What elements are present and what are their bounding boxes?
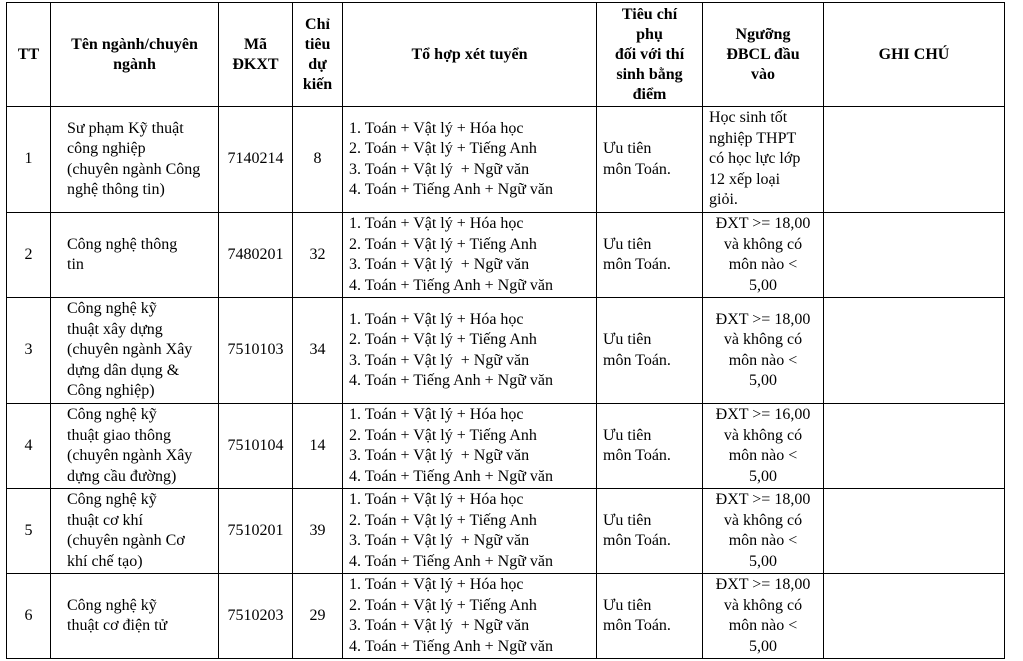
threshold-line: môn nào < bbox=[728, 256, 798, 273]
cell-code: 7510201 bbox=[219, 489, 293, 574]
threshold-line: ĐXT >= 16,00 bbox=[715, 406, 811, 423]
combo-line: 4. Toán + Tiếng Anh + Ngữ văn bbox=[349, 467, 553, 485]
cell-quota: 29 bbox=[293, 574, 343, 659]
criteria-line: Ưu tiên bbox=[603, 426, 652, 444]
table-row bbox=[7, 404, 1005, 489]
threshold-line: 12 xếp loại bbox=[709, 170, 781, 188]
table-row bbox=[7, 107, 1005, 213]
combo-line: 2. Toán + Vật lý + Tiếng Anh bbox=[349, 511, 537, 529]
combo-line: 1. Toán + Vật lý + Hóa học bbox=[349, 215, 524, 232]
cell-tt: 1 bbox=[7, 107, 51, 213]
header-threshold-line: Ngưỡng bbox=[735, 25, 791, 43]
combo-line: 3. Toán + Vật lý + Ngữ văn bbox=[349, 351, 530, 369]
threshold-line: môn nào < bbox=[728, 532, 798, 549]
threshold-line: nghiệp THPT bbox=[709, 129, 797, 147]
cell-tt: 2 bbox=[7, 213, 51, 298]
combo-line: 4. Toán + Tiếng Anh + Ngữ văn bbox=[349, 637, 553, 655]
cell-combos bbox=[343, 213, 597, 298]
cell-note bbox=[824, 107, 1005, 213]
combo-line: 1. Toán + Vật lý + Hóa học bbox=[349, 406, 524, 423]
major-name-line: nghệ thông tin) bbox=[67, 181, 165, 198]
header-criteria-line: phụ bbox=[636, 25, 663, 43]
header-tt: TT bbox=[7, 3, 51, 107]
cell-major-name bbox=[51, 107, 219, 213]
header-criteria-line: đối với thí bbox=[614, 45, 685, 63]
cell-combos bbox=[343, 298, 597, 404]
criteria-line: Ưu tiên bbox=[603, 596, 652, 614]
cell-quota: 39 bbox=[293, 489, 343, 574]
header-major-name bbox=[51, 3, 219, 107]
cell-combos bbox=[343, 574, 597, 659]
criteria-line: môn Toán. bbox=[603, 351, 671, 369]
major-name-line: (chuyên ngành Công bbox=[67, 160, 201, 178]
cell-major-name bbox=[51, 404, 219, 489]
major-name-line: Sư phạm Kỹ thuật bbox=[67, 119, 184, 137]
threshold-line: và không có bbox=[723, 511, 803, 529]
criteria-line: môn Toán. bbox=[603, 447, 671, 464]
cell-threshold bbox=[703, 107, 824, 213]
cell-major-name bbox=[51, 298, 219, 404]
table-row bbox=[7, 213, 1005, 298]
cell-code: 7480201 bbox=[219, 213, 293, 298]
threshold-line: ĐXT >= 18,00 bbox=[715, 576, 811, 593]
threshold-line: và không có bbox=[723, 426, 803, 444]
major-name-line: Công nghệ kỹ bbox=[67, 406, 157, 423]
header-major-name-line: Tên ngành/chuyên bbox=[71, 35, 198, 53]
header-quota-line: tiêu bbox=[304, 35, 331, 53]
header-quota bbox=[293, 3, 343, 107]
header-quota-line: dự bbox=[308, 55, 327, 73]
criteria-line: Ưu tiên bbox=[603, 511, 652, 529]
combo-line: 2. Toán + Vật lý + Tiếng Anh bbox=[349, 426, 537, 444]
admissions-table bbox=[6, 2, 1005, 659]
cell-tt: 3 bbox=[7, 298, 51, 404]
cell-criteria bbox=[597, 489, 703, 574]
cell-code: 7510203 bbox=[219, 574, 293, 659]
combo-line: 2. Toán + Vật lý + Tiếng Anh bbox=[349, 140, 537, 157]
combo-line: 1. Toán + Vật lý + Hóa học bbox=[349, 576, 524, 593]
cell-major-name bbox=[51, 489, 219, 574]
cell-threshold bbox=[703, 213, 824, 298]
major-name-line: dựng dân dụng & bbox=[67, 361, 180, 379]
cell-criteria bbox=[597, 213, 703, 298]
cell-major-name bbox=[51, 213, 219, 298]
major-name-line: thuật cơ điện tử bbox=[67, 617, 168, 634]
header-threshold-line: ĐBCL đầu bbox=[726, 45, 800, 63]
header-threshold bbox=[703, 3, 824, 107]
criteria-line: môn Toán. bbox=[603, 256, 671, 273]
cell-criteria bbox=[597, 298, 703, 404]
cell-combos bbox=[343, 489, 597, 574]
major-name-line: thuật xây dựng bbox=[67, 320, 163, 338]
cell-note bbox=[824, 404, 1005, 489]
major-name-line: dựng cầu đường) bbox=[67, 467, 177, 485]
cell-note bbox=[824, 574, 1005, 659]
threshold-line: 5,00 bbox=[749, 552, 777, 570]
threshold-line: 5,00 bbox=[749, 276, 777, 294]
cell-combos bbox=[343, 404, 597, 489]
threshold-line: ĐXT >= 18,00 bbox=[715, 491, 811, 508]
major-name-line: thuật cơ khí bbox=[67, 511, 143, 529]
major-name-line: công nghiệp bbox=[67, 140, 146, 157]
major-name-line: khí chế tạo) bbox=[67, 552, 143, 570]
cell-quota: 32 bbox=[293, 213, 343, 298]
cell-threshold bbox=[703, 489, 824, 574]
header-quota-line: kiến bbox=[302, 75, 333, 93]
threshold-line: có học lực lớp bbox=[709, 150, 801, 168]
cell-quota: 14 bbox=[293, 404, 343, 489]
header-major-name-line: ngành bbox=[113, 55, 156, 73]
threshold-line: môn nào < bbox=[728, 617, 798, 634]
cell-tt: 4 bbox=[7, 404, 51, 489]
header-criteria-line: sinh bằng bbox=[616, 65, 683, 83]
cell-criteria bbox=[597, 107, 703, 213]
major-name-line: Công nghệ kỹ bbox=[67, 300, 157, 318]
cell-code: 7140214 bbox=[219, 107, 293, 213]
threshold-line: môn nào < bbox=[728, 351, 798, 369]
cell-note bbox=[824, 213, 1005, 298]
major-name-line: Công nghệ kỹ bbox=[67, 596, 157, 614]
major-name-line: (chuyên ngành Cơ bbox=[67, 532, 185, 549]
combo-line: 3. Toán + Vật lý + Ngữ văn bbox=[349, 447, 530, 464]
threshold-line: và không có bbox=[723, 596, 803, 614]
header-code-line: Mã bbox=[243, 35, 268, 53]
cell-note bbox=[824, 489, 1005, 574]
combo-line: 3. Toán + Vật lý + Ngữ văn bbox=[349, 256, 530, 273]
combo-line: 1. Toán + Vật lý + Hóa học bbox=[349, 310, 524, 328]
header-quota-line: Chỉ bbox=[305, 15, 330, 33]
threshold-line: ĐXT >= 18,00 bbox=[715, 215, 811, 232]
cell-threshold bbox=[703, 404, 824, 489]
header-criteria-line: Tiêu chí bbox=[621, 5, 678, 23]
combo-line: 2. Toán + Vật lý + Tiếng Anh bbox=[349, 235, 537, 253]
combo-line: 3. Toán + Vật lý + Ngữ văn bbox=[349, 160, 530, 178]
combo-line: 4. Toán + Tiếng Anh + Ngữ văn bbox=[349, 552, 553, 570]
combo-line: 3. Toán + Vật lý + Ngữ văn bbox=[349, 617, 530, 634]
header-criteria-line: điểm bbox=[632, 85, 667, 103]
major-name-line: (chuyên ngành Xây bbox=[67, 341, 193, 359]
cell-tt: 5 bbox=[7, 489, 51, 574]
threshold-line: môn nào < bbox=[728, 447, 798, 464]
cell-quota: 8 bbox=[293, 107, 343, 213]
cell-code: 7510103 bbox=[219, 298, 293, 404]
threshold-line: 5,00 bbox=[749, 467, 777, 485]
table-row bbox=[7, 298, 1005, 404]
threshold-line: ĐXT >= 18,00 bbox=[715, 310, 811, 328]
cell-threshold bbox=[703, 298, 824, 404]
major-name-line: Công nghệ thông bbox=[67, 235, 178, 253]
combo-line: 4. Toán + Tiếng Anh + Ngữ văn bbox=[349, 372, 553, 389]
threshold-line: giỏi. bbox=[709, 191, 738, 209]
cell-quota: 34 bbox=[293, 298, 343, 404]
criteria-line: Ưu tiên bbox=[603, 331, 652, 348]
header-code-line: ĐKXT bbox=[232, 55, 279, 73]
combo-line: 1. Toán + Vật lý + Hóa học bbox=[349, 491, 524, 508]
major-name-line: Công nghệ kỹ bbox=[67, 491, 157, 508]
combo-line: 2. Toán + Vật lý + Tiếng Anh bbox=[349, 596, 537, 614]
cell-major-name bbox=[51, 574, 219, 659]
combo-line: 2. Toán + Vật lý + Tiếng Anh bbox=[349, 331, 537, 348]
header-note: GHI CHÚ bbox=[824, 3, 1005, 107]
cell-note bbox=[824, 298, 1005, 404]
major-name-line: tin bbox=[67, 256, 84, 273]
cell-combos bbox=[343, 107, 597, 213]
threshold-line: 5,00 bbox=[749, 372, 777, 389]
header-combo: Tổ hợp xét tuyển bbox=[343, 3, 597, 107]
cell-threshold bbox=[703, 574, 824, 659]
criteria-line: Ưu tiên bbox=[603, 235, 652, 253]
table-row bbox=[7, 574, 1005, 659]
major-name-line: Công nghiệp) bbox=[67, 382, 155, 400]
threshold-line: và không có bbox=[723, 331, 803, 348]
threshold-line: Học sinh tốt bbox=[709, 109, 788, 127]
criteria-line: môn Toán. bbox=[603, 160, 671, 178]
criteria-line: môn Toán. bbox=[603, 617, 671, 634]
combo-line: 1. Toán + Vật lý + Hóa học bbox=[349, 119, 524, 137]
cell-criteria bbox=[597, 404, 703, 489]
header-criteria bbox=[597, 3, 703, 107]
criteria-line: môn Toán. bbox=[603, 532, 671, 549]
header-threshold-line: vào bbox=[751, 65, 775, 83]
criteria-line: Ưu tiên bbox=[603, 140, 652, 157]
table-row bbox=[7, 489, 1005, 574]
cell-tt: 6 bbox=[7, 574, 51, 659]
header-code bbox=[219, 3, 293, 107]
combo-line: 4. Toán + Tiếng Anh + Ngữ văn bbox=[349, 181, 553, 198]
header-row bbox=[7, 3, 1005, 107]
combo-line: 3. Toán + Vật lý + Ngữ văn bbox=[349, 532, 530, 549]
cell-criteria bbox=[597, 574, 703, 659]
combo-line: 4. Toán + Tiếng Anh + Ngữ văn bbox=[349, 276, 553, 294]
threshold-line: và không có bbox=[723, 235, 803, 253]
major-name-line: (chuyên ngành Xây bbox=[67, 447, 193, 464]
major-name-line: thuật giao thông bbox=[67, 426, 171, 444]
threshold-line: 5,00 bbox=[749, 637, 777, 655]
cell-code: 7510104 bbox=[219, 404, 293, 489]
